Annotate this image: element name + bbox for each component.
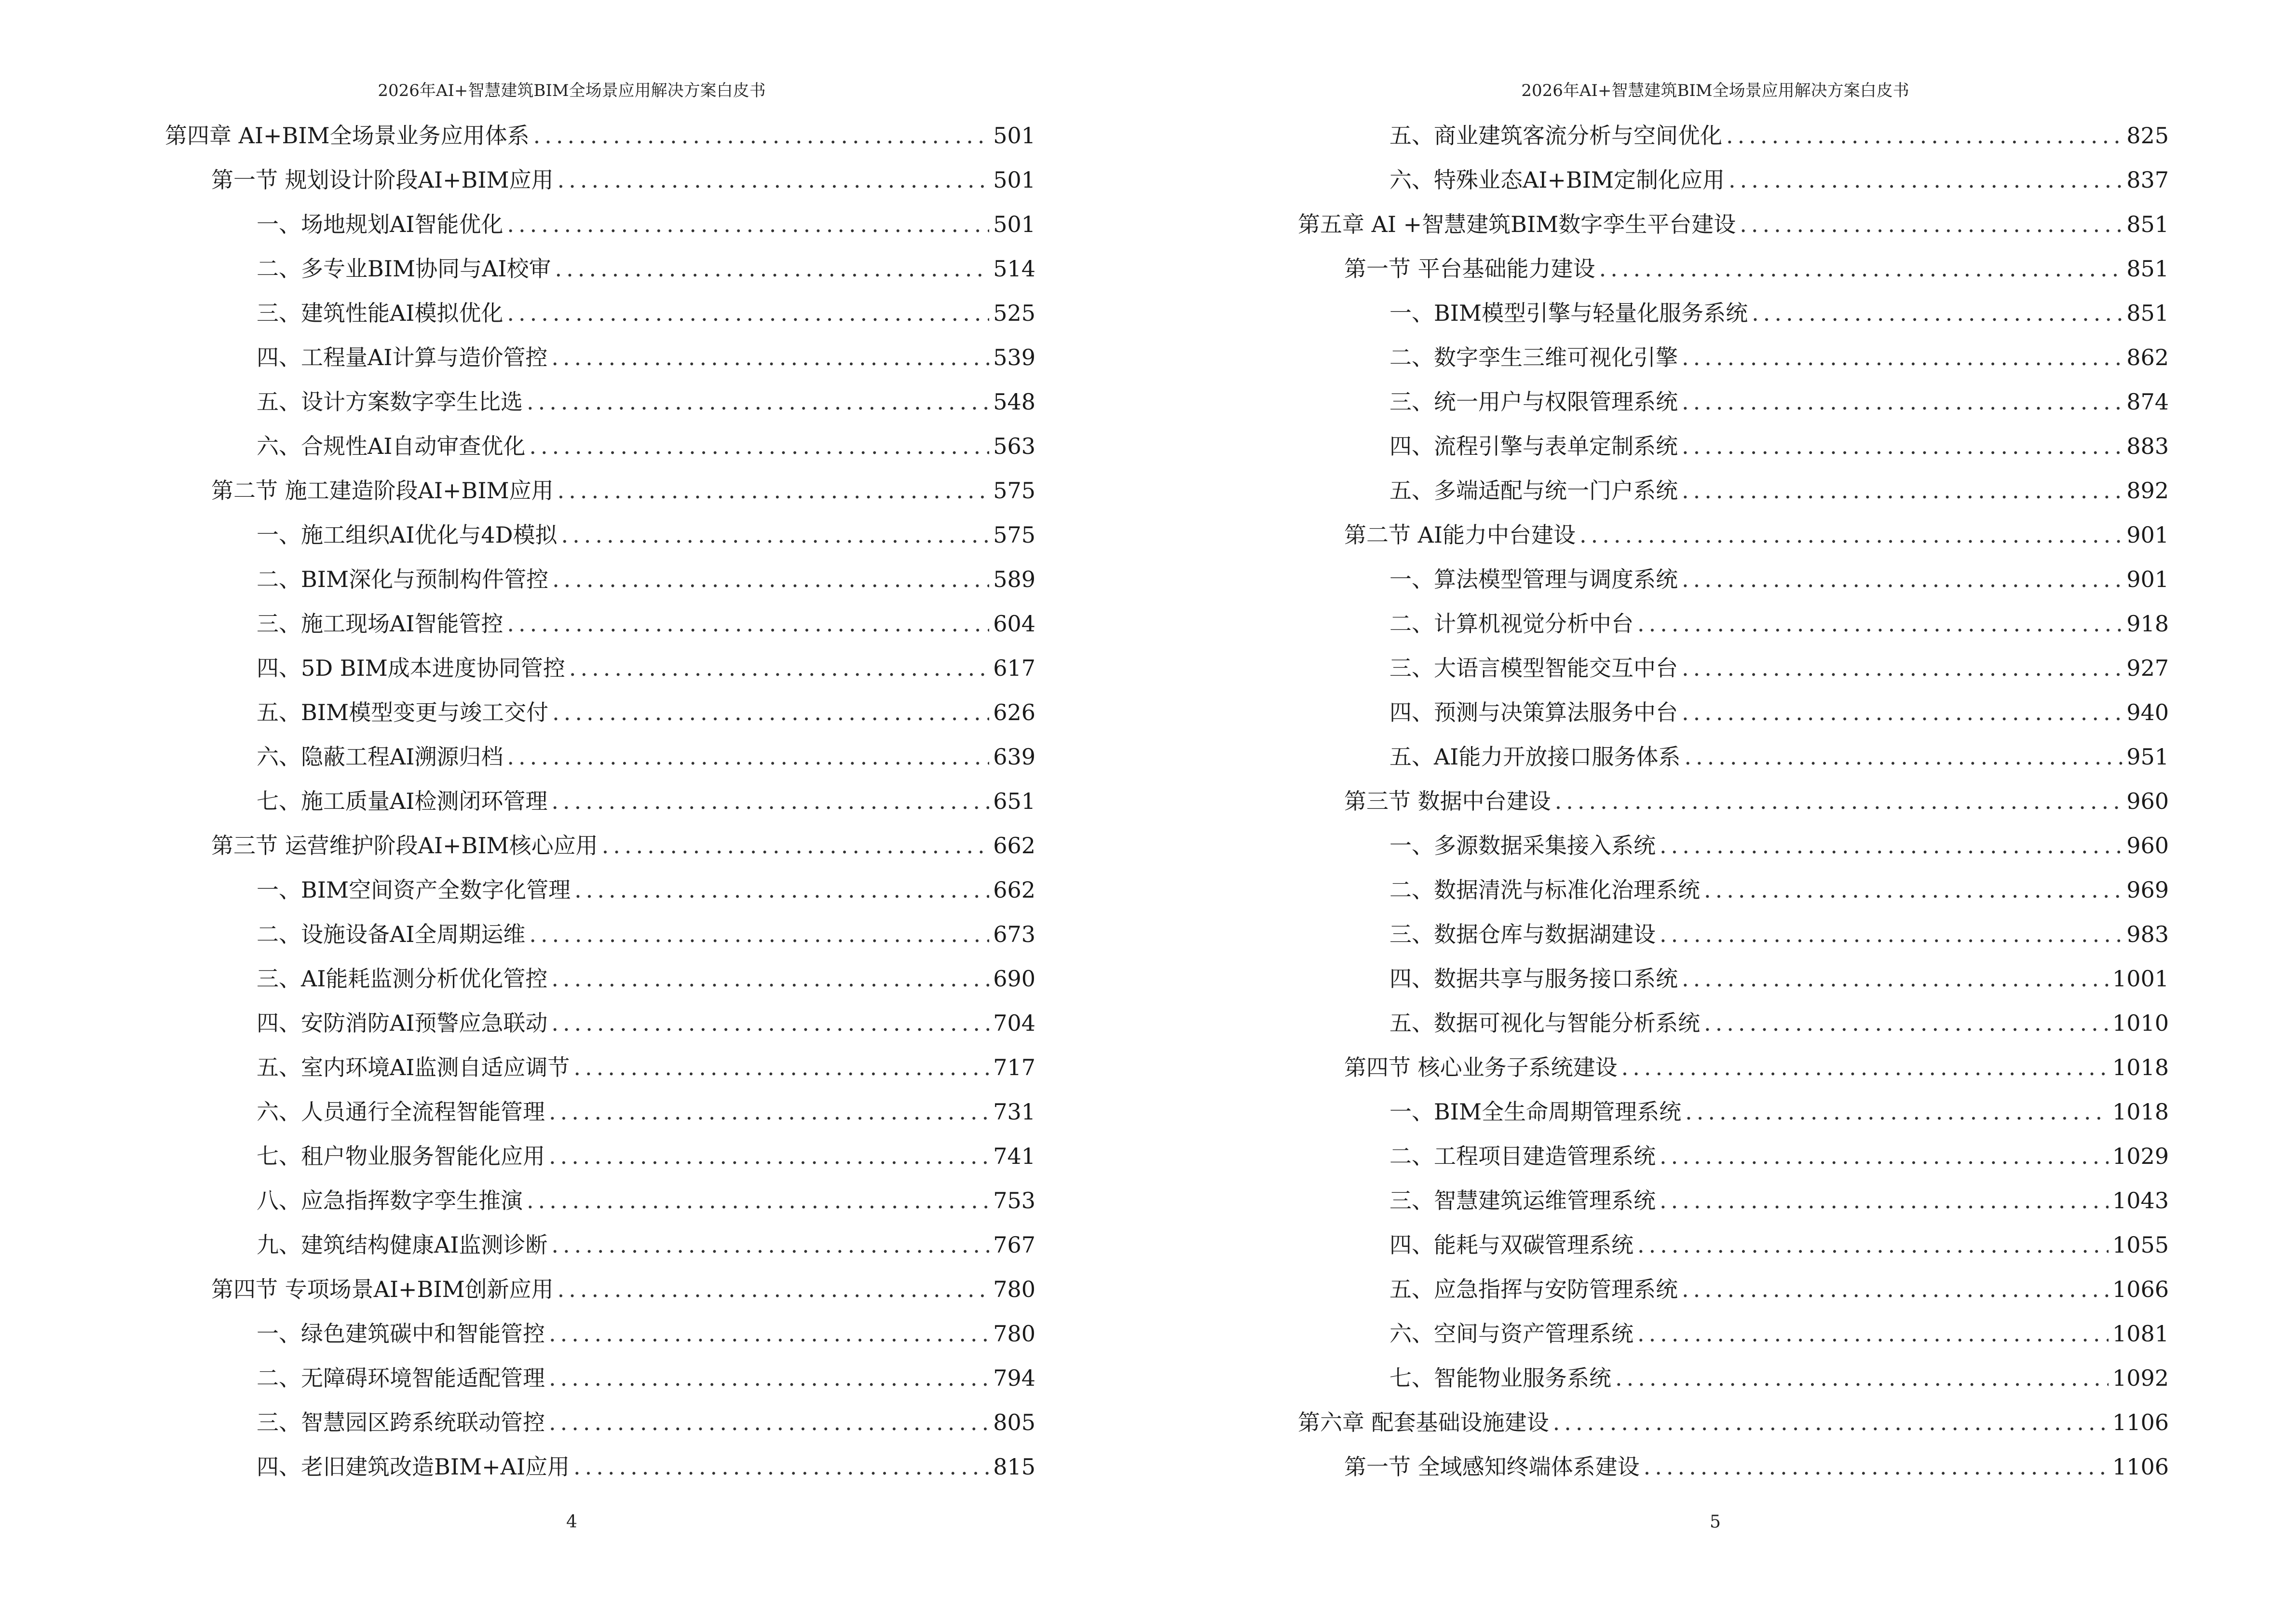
- toc-item[interactable]: [165, 1139, 1035, 1183]
- dot-leader: [551, 344, 989, 370]
- toc-item[interactable]: [165, 651, 1035, 695]
- toc-entry-title: 一、施工组织AI优化与4D模拟: [257, 522, 558, 548]
- toc-entry-page: 514: [993, 256, 1035, 282]
- dot-leader: [551, 966, 989, 992]
- dot-leader: [529, 921, 989, 947]
- dot-leader: [555, 256, 989, 282]
- dot-leader: [1726, 123, 2123, 149]
- toc-entry-page: 892: [2126, 478, 2169, 504]
- dot-leader: [1682, 655, 2123, 681]
- dot-leader: [1615, 1365, 2109, 1391]
- toc-entry-title: 五、商业建筑客流分析与空间优化: [1389, 123, 1722, 149]
- toc-item[interactable]: [165, 429, 1035, 473]
- toc-item[interactable]: [1298, 917, 2169, 961]
- toc-section[interactable]: [165, 828, 1035, 873]
- toc-item[interactable]: [1298, 1006, 2169, 1050]
- dot-leader: [1704, 1010, 2109, 1036]
- toc-entry-page: 525: [993, 300, 1035, 326]
- toc-entry-page: 741: [993, 1143, 1035, 1169]
- toc-item[interactable]: [1298, 340, 2169, 384]
- dot-leader: [533, 123, 990, 149]
- toc-entry-title: 第一节 平台基础能力建设: [1344, 256, 1595, 282]
- toc-item[interactable]: [165, 873, 1035, 917]
- toc-item[interactable]: [165, 961, 1035, 1006]
- toc-entry-title: 七、施工质量AI检测闭环管理: [257, 788, 548, 814]
- toc-entry-title: 六、隐蔽工程AI溯源归档: [257, 744, 504, 770]
- dot-leader: [527, 1187, 989, 1214]
- toc-entry-page: 969: [2126, 877, 2169, 903]
- toc-chapter[interactable]: [1298, 1405, 2169, 1449]
- dot-leader: [573, 1454, 989, 1480]
- toc-entry-page: 604: [993, 611, 1035, 637]
- toc-item[interactable]: [1298, 118, 2169, 163]
- dot-leader: [507, 744, 989, 770]
- toc-entry-title: 五、应急指挥与安防管理系统: [1389, 1276, 1678, 1302]
- toc-entry-page: 501: [993, 123, 1035, 149]
- dot-leader: [529, 433, 989, 459]
- toc-chapter[interactable]: [165, 118, 1035, 163]
- toc-item[interactable]: [1298, 828, 2169, 873]
- toc-entry-page: 673: [993, 921, 1035, 947]
- toc-item[interactable]: [1298, 651, 2169, 695]
- toc-item[interactable]: [165, 340, 1035, 384]
- dot-leader: [1660, 832, 2123, 859]
- toc-entry-title: 一、多源数据采集接入系统: [1389, 832, 1656, 859]
- toc-item[interactable]: [165, 606, 1035, 651]
- toc-section[interactable]: [1298, 518, 2169, 562]
- toc-entry-title: 五、设计方案数字孪生比选: [257, 389, 523, 415]
- toc-entry-title: 三、大语言模型智能交互中台: [1389, 655, 1678, 681]
- toc-entry-page: 548: [993, 389, 1035, 415]
- toc-chapter[interactable]: [1298, 207, 2169, 251]
- dot-leader: [569, 655, 989, 681]
- toc-item[interactable]: [1298, 562, 2169, 606]
- toc-entry-page: 1018: [2112, 1054, 2169, 1080]
- toc-entry-page: 1066: [2112, 1276, 2169, 1302]
- dot-leader: [573, 1054, 989, 1080]
- dot-leader: [507, 211, 989, 237]
- dot-leader: [1682, 966, 2109, 992]
- dot-leader: [527, 389, 989, 415]
- toc-entry-page: 731: [993, 1099, 1035, 1125]
- dot-leader: [549, 1365, 989, 1391]
- toc-item[interactable]: [165, 384, 1035, 429]
- toc-entry-page: 960: [2126, 788, 2169, 814]
- dot-leader: [1682, 389, 2123, 415]
- toc-entry-title: 二、工程项目建造管理系统: [1389, 1143, 1656, 1169]
- toc-item[interactable]: [1298, 1094, 2169, 1139]
- toc-entry-title: 七、租户物业服务智能化应用: [257, 1143, 545, 1169]
- toc-entry-page: 927: [2126, 655, 2169, 681]
- toc-entry-title: 一、BIM空间资产全数字化管理: [257, 877, 571, 903]
- toc-entry-page: 1106: [2112, 1454, 2169, 1480]
- toc-item[interactable]: [165, 1405, 1035, 1449]
- toc-section[interactable]: [165, 473, 1035, 518]
- toc-item[interactable]: [165, 1228, 1035, 1272]
- toc-item[interactable]: [1298, 1228, 2169, 1272]
- toc-item[interactable]: [1298, 1316, 2169, 1361]
- toc-entry-page: 883: [2126, 433, 2169, 459]
- toc-item[interactable]: [165, 562, 1035, 606]
- toc-item[interactable]: [165, 251, 1035, 296]
- toc-item[interactable]: [165, 1449, 1035, 1494]
- toc-entry-title: 五、数据可视化与智能分析系统: [1389, 1010, 1700, 1036]
- toc-entry-page: 1018: [2112, 1099, 2169, 1125]
- toc-entry-title: 六、人员通行全流程智能管理: [257, 1099, 545, 1125]
- toc-entry-page: 874: [2126, 389, 2169, 415]
- dot-leader: [552, 699, 989, 725]
- toc-item[interactable]: [165, 1183, 1035, 1228]
- toc-item[interactable]: [1298, 163, 2169, 207]
- page-number: 5: [1710, 1512, 1721, 1532]
- toc-entry-title: 五、多端适配与统一门户系统: [1389, 478, 1678, 504]
- dot-leader: [561, 522, 990, 548]
- toc-item[interactable]: [165, 695, 1035, 739]
- toc-item[interactable]: [1298, 1139, 2169, 1183]
- toc-entry-title: 四、流程引擎与表单定制系统: [1389, 433, 1678, 459]
- toc-entry-page: 1106: [2112, 1409, 2169, 1435]
- dot-leader: [1685, 1099, 2109, 1125]
- running-header: 2026年AI+智慧建筑BIM全场景应用解决方案白皮书: [378, 81, 766, 100]
- toc-entry-title: 八、应急指挥数字孪生推演: [257, 1187, 523, 1214]
- toc-entry-page: 1043: [2112, 1187, 2169, 1214]
- dot-leader: [1682, 344, 2123, 370]
- toc-entry-title: 二、无障碍环境智能适配管理: [257, 1365, 545, 1391]
- dot-leader: [558, 167, 990, 193]
- dot-leader: [1660, 921, 2123, 947]
- toc-item[interactable]: [165, 1361, 1035, 1405]
- toc-entry-page: 1055: [2112, 1232, 2169, 1258]
- toc-entry-page: 851: [2126, 256, 2169, 282]
- toc-section[interactable]: [165, 163, 1035, 207]
- toc-entry-page: 704: [993, 1010, 1035, 1036]
- toc-item[interactable]: [1298, 473, 2169, 518]
- toc-entry-page: 662: [993, 832, 1035, 859]
- dot-leader: [1599, 256, 2123, 282]
- toc-item[interactable]: [1298, 606, 2169, 651]
- toc-entry-page: 851: [2126, 211, 2169, 237]
- toc-entry-title: 第三节 数据中台建设: [1344, 788, 1551, 814]
- toc-section[interactable]: [165, 1272, 1035, 1316]
- dot-leader: [1637, 1321, 2109, 1347]
- toc-entry-page: 780: [993, 1276, 1035, 1302]
- toc-item[interactable]: [165, 207, 1035, 251]
- dot-leader: [1682, 433, 2123, 459]
- toc-entry-title: 第五章 AI +智慧建筑BIM数字孪生平台建设: [1298, 211, 1736, 237]
- toc-section[interactable]: [1298, 1050, 2169, 1094]
- toc-entry-title: 四、预测与决策算法服务中台: [1389, 699, 1678, 725]
- toc-entry-page: 1092: [2112, 1365, 2169, 1391]
- toc-entry-page: 717: [993, 1054, 1035, 1080]
- dot-leader: [1660, 1187, 2109, 1214]
- dot-leader: [1682, 699, 2123, 725]
- dot-leader: [1579, 522, 2123, 548]
- toc-entry-title: 一、绿色建筑碳中和智能管控: [257, 1321, 545, 1347]
- toc-entry-page: 901: [2126, 522, 2169, 548]
- dot-leader: [549, 1099, 989, 1125]
- toc-entry-title: 四、老旧建筑改造BIM+AI应用: [257, 1454, 570, 1480]
- toc-entry-page: 626: [993, 699, 1035, 725]
- toc-item[interactable]: [165, 739, 1035, 784]
- table-of-contents: [1298, 118, 2169, 1494]
- dot-leader: [558, 1276, 990, 1302]
- toc-entry-title: 六、特殊业态AI+BIM定制化应用: [1389, 167, 1725, 193]
- toc-entry-page: 862: [2126, 344, 2169, 370]
- toc-entry-title: 五、AI能力开放接口服务体系: [1389, 744, 1681, 770]
- dot-leader: [1644, 1454, 2109, 1480]
- toc-entry-title: 第二节 AI能力中台建设: [1344, 522, 1576, 548]
- toc-entry-title: 五、室内环境AI监测自适应调节: [257, 1054, 570, 1080]
- toc-entry-title: 七、智能物业服务系统: [1389, 1365, 1611, 1391]
- toc-item[interactable]: [1298, 429, 2169, 473]
- toc-entry-title: 第六章 配套基础设施建设: [1298, 1409, 1549, 1435]
- dot-leader: [558, 478, 990, 504]
- toc-entry-title: 三、统一用户与权限管理系统: [1389, 389, 1678, 415]
- toc-entry-page: 1081: [2112, 1321, 2169, 1347]
- toc-entry-page: 851: [2126, 300, 2169, 326]
- toc-entry-page: 639: [993, 744, 1035, 770]
- toc-entry-page: 951: [2126, 744, 2169, 770]
- toc-item[interactable]: [165, 1006, 1035, 1050]
- toc-item[interactable]: [165, 296, 1035, 340]
- toc-item[interactable]: [1298, 695, 2169, 739]
- toc-entry-title: 四、工程量AI计算与造价管控: [257, 344, 548, 370]
- toc-item[interactable]: [1298, 384, 2169, 429]
- toc-entry-title: 第三节 运营维护阶段AI+BIM核心应用: [211, 832, 598, 859]
- toc-entry-title: 六、合规性AI自动审查优化: [257, 433, 526, 459]
- toc-entry-title: 第四节 专项场景AI+BIM创新应用: [211, 1276, 554, 1302]
- toc-entry-page: 983: [2126, 921, 2169, 947]
- toc-entry-title: 三、建筑性能AI模拟优化: [257, 300, 504, 326]
- toc-entry-title: 二、BIM深化与预制构件管控: [257, 566, 549, 592]
- toc-item[interactable]: [1298, 296, 2169, 340]
- toc-entry-page: 563: [993, 433, 1035, 459]
- dot-leader: [1684, 744, 2123, 770]
- toc-item[interactable]: [1298, 873, 2169, 917]
- toc-entry-page: 617: [993, 655, 1035, 681]
- toc-item[interactable]: [165, 784, 1035, 828]
- dot-leader: [574, 877, 989, 903]
- toc-entry-page: 815: [993, 1454, 1035, 1480]
- running-header: 2026年AI+智慧建筑BIM全场景应用解决方案白皮书: [1521, 81, 1909, 100]
- toc-entry-title: 六、空间与资产管理系统: [1389, 1321, 1634, 1347]
- dot-leader: [1621, 1054, 2109, 1080]
- toc-entry-title: 第一节 全域感知终端体系建设: [1344, 1454, 1640, 1480]
- toc-entry-page: 837: [2126, 167, 2169, 193]
- right-page: [1144, 0, 2287, 1624]
- dot-leader: [1682, 478, 2123, 504]
- toc-entry-page: 960: [2126, 832, 2169, 859]
- toc-item[interactable]: [165, 1316, 1035, 1361]
- dot-leader: [507, 300, 989, 326]
- toc-entry-title: 二、设施设备AI全周期运维: [257, 921, 526, 947]
- toc-entry-page: 575: [993, 478, 1035, 504]
- toc-entry-title: 三、智慧园区跨系统联动管控: [257, 1409, 545, 1435]
- dot-leader: [1740, 211, 2123, 237]
- toc-entry-page: 1010: [2112, 1010, 2169, 1036]
- toc-item[interactable]: [1298, 1272, 2169, 1316]
- toc-entry-title: 三、数据仓库与数据湖建设: [1389, 921, 1656, 947]
- toc-item[interactable]: [165, 1050, 1035, 1094]
- toc-item[interactable]: [1298, 961, 2169, 1006]
- toc-entry-title: 二、计算机视觉分析中台: [1389, 611, 1634, 637]
- toc-entry-page: 780: [993, 1321, 1035, 1347]
- toc-entry-page: 918: [2126, 611, 2169, 637]
- toc-entry-page: 662: [993, 877, 1035, 903]
- toc-entry-title: 四、能耗与双碳管理系统: [1389, 1232, 1634, 1258]
- toc-entry-title: 第四章 AI+BIM全场景业务应用体系: [165, 123, 530, 149]
- toc-entry-page: 501: [993, 211, 1035, 237]
- toc-entry-title: 四、5D BIM成本进度协同管控: [257, 655, 565, 681]
- toc-entry-page: 825: [2126, 123, 2169, 149]
- toc-entry-page: 1029: [2112, 1143, 2169, 1169]
- toc-entry-page: 1001: [2112, 966, 2169, 992]
- toc-entry-title: 四、数据共享与服务接口系统: [1389, 966, 1678, 992]
- toc-entry-title: 一、场地规划AI智能优化: [257, 211, 504, 237]
- toc-entry-page: 805: [993, 1409, 1035, 1435]
- toc-entry-page: 539: [993, 344, 1035, 370]
- toc-entry-title: 三、AI能耗监测分析优化管控: [257, 966, 548, 992]
- toc-item[interactable]: [1298, 1361, 2169, 1405]
- toc-entry-title: 第四节 核心业务子系统建设: [1344, 1054, 1618, 1080]
- toc-section[interactable]: [1298, 251, 2169, 296]
- toc-entry-page: 940: [2126, 699, 2169, 725]
- dot-leader: [1752, 300, 2123, 326]
- toc-entry-page: 901: [2126, 566, 2169, 592]
- toc-entry-title: 二、数据清洗与标准化治理系统: [1389, 877, 1700, 903]
- toc-item[interactable]: [1298, 739, 2169, 784]
- toc-entry-page: 753: [993, 1187, 1035, 1214]
- dot-leader: [1555, 788, 2123, 814]
- dot-leader: [549, 1409, 989, 1435]
- toc-entry-page: 767: [993, 1232, 1035, 1258]
- dot-leader: [1553, 1409, 2109, 1435]
- toc-entry-page: 575: [993, 522, 1035, 548]
- dot-leader: [1704, 877, 2123, 903]
- dot-leader: [551, 1232, 989, 1258]
- dot-leader: [549, 1321, 989, 1347]
- toc-entry-title: 一、BIM全生命周期管理系统: [1389, 1099, 1682, 1125]
- toc-entry-title: 第一节 规划设计阶段AI+BIM应用: [211, 167, 554, 193]
- toc-entry-page: 690: [993, 966, 1035, 992]
- dot-leader: [549, 1143, 989, 1169]
- toc-section[interactable]: [1298, 784, 2169, 828]
- table-of-contents: [165, 118, 1035, 1494]
- toc-item[interactable]: [165, 1094, 1035, 1139]
- toc-entry-title: 一、算法模型管理与调度系统: [1389, 566, 1678, 592]
- dot-leader: [1729, 167, 2123, 193]
- toc-entry-title: 三、施工现场AI智能管控: [257, 611, 504, 637]
- toc-item[interactable]: [1298, 1183, 2169, 1228]
- dot-leader: [602, 832, 990, 859]
- dot-leader: [1660, 1143, 2109, 1169]
- toc-entry-page: 794: [993, 1365, 1035, 1391]
- dot-leader: [1637, 1232, 2109, 1258]
- toc-item[interactable]: [165, 917, 1035, 961]
- toc-entry-title: 九、建筑结构健康AI监测诊断: [257, 1232, 548, 1258]
- toc-entry-title: 三、智慧建筑运维管理系统: [1389, 1187, 1656, 1214]
- toc-entry-page: 589: [993, 566, 1035, 592]
- toc-entry-title: 第二节 施工建造阶段AI+BIM应用: [211, 478, 554, 504]
- toc-entry-title: 一、BIM模型引擎与轻量化服务系统: [1389, 300, 1748, 326]
- toc-entry-title: 二、数字孪生三维可视化引擎: [1389, 344, 1678, 370]
- dot-leader: [507, 611, 989, 637]
- toc-entry-title: 二、多专业BIM协同与AI校审: [257, 256, 551, 282]
- dot-leader: [1682, 566, 2123, 592]
- page-number: 4: [566, 1512, 577, 1532]
- toc-entry-page: 651: [993, 788, 1035, 814]
- toc-entry-page: 501: [993, 167, 1035, 193]
- dot-leader: [1682, 1276, 2109, 1302]
- toc-section[interactable]: [1298, 1449, 2169, 1494]
- dot-leader: [551, 1010, 989, 1036]
- toc-entry-title: 四、安防消防AI预警应急联动: [257, 1010, 548, 1036]
- dot-leader: [1637, 611, 2123, 637]
- toc-item[interactable]: [165, 518, 1035, 562]
- toc-entry-title: 五、BIM模型变更与竣工交付: [257, 699, 549, 725]
- dot-leader: [551, 788, 989, 814]
- dot-leader: [552, 566, 989, 592]
